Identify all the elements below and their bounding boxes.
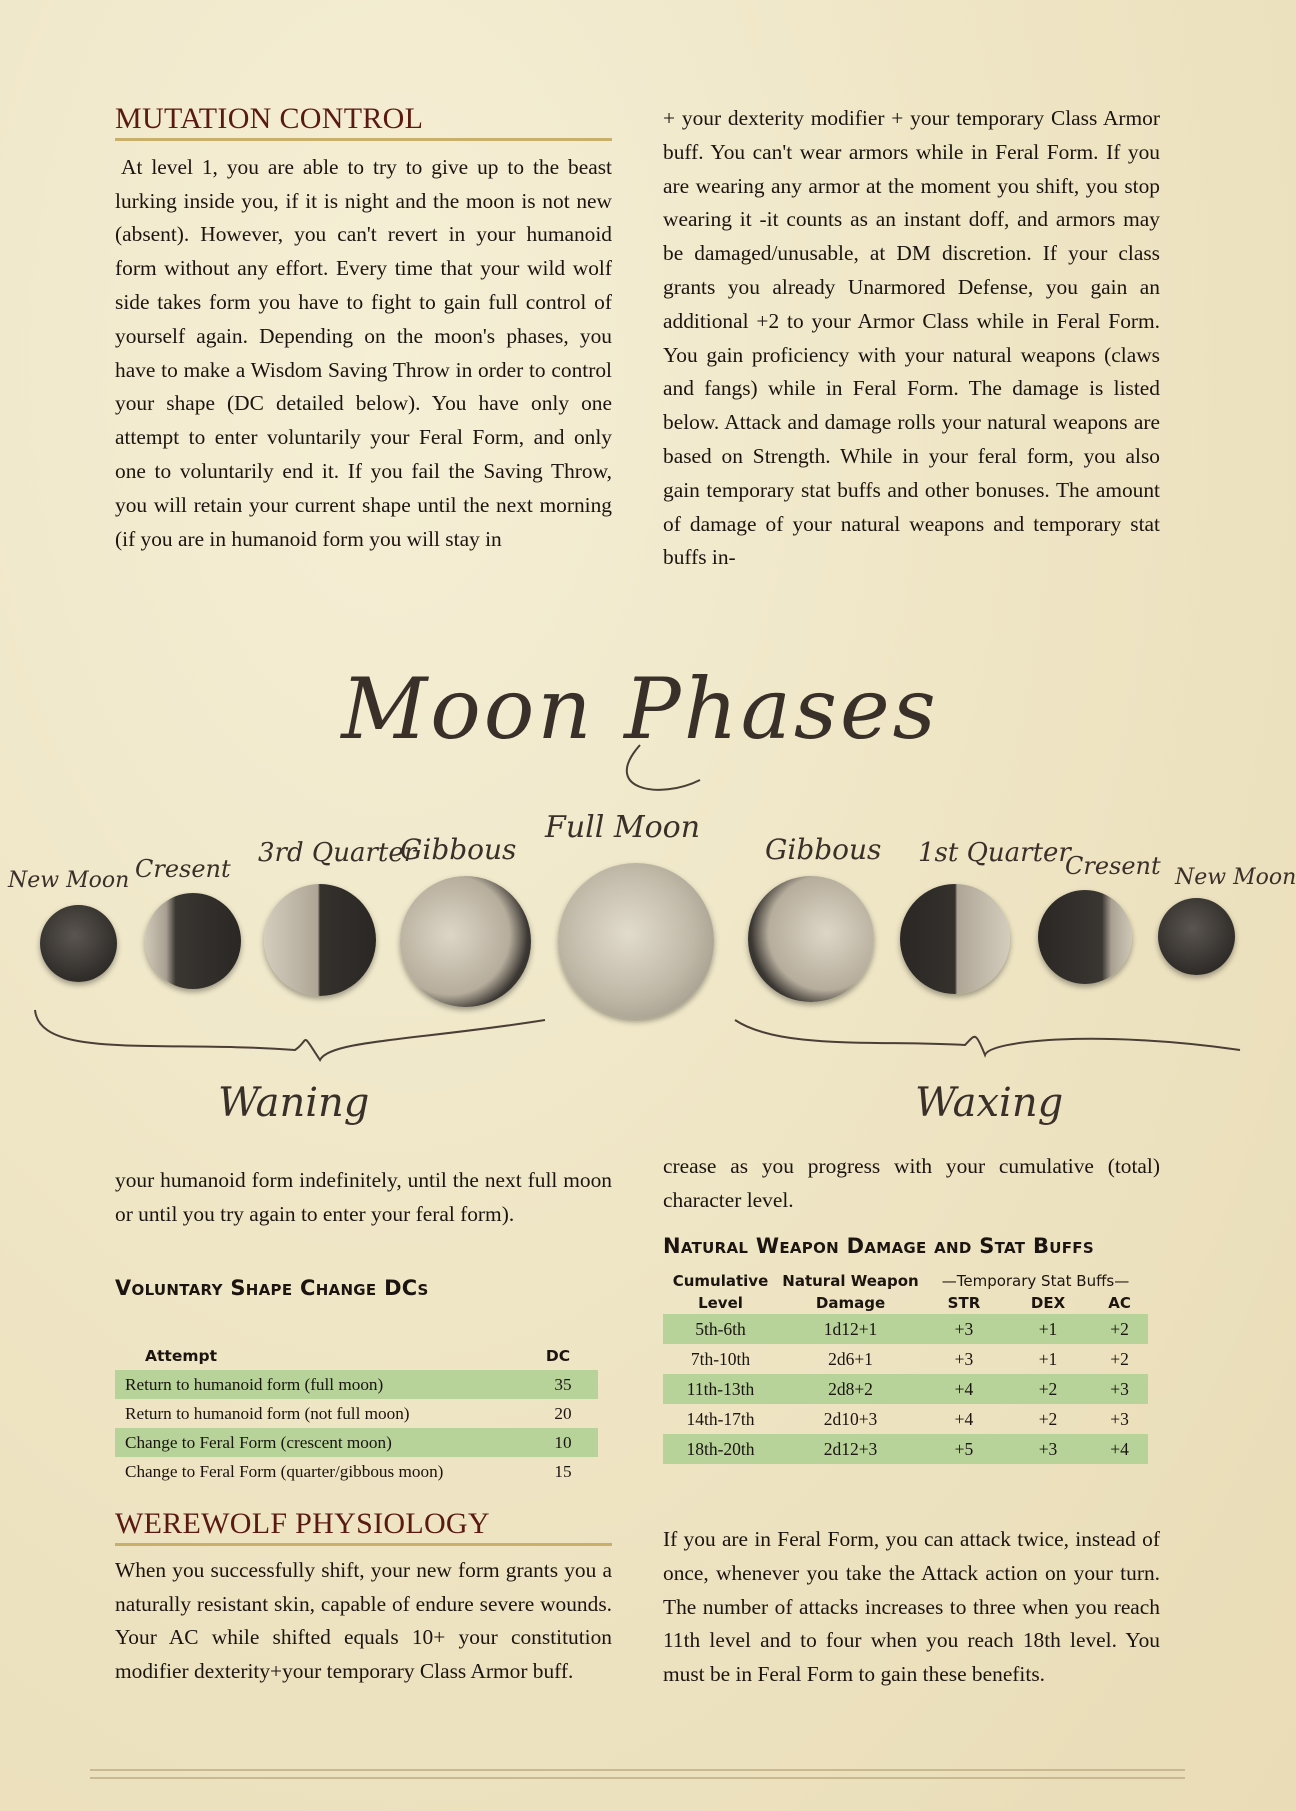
level-cell: 14th-17th [686,1408,755,1429]
header-temporary-stat-buffs: —Temporary Stat Buffs— [941,1272,1130,1290]
feral-form-text: + your dexterity modifier + your temporary Class Armor buff. You can't wear armors while in Feral Form. If you are wearing any armor at the moment you shift, you stop wearing it -it counts as an instant doff, and armors may be damaged/unusable, at DM discretion. If your class grants you already Unarmored Defense, you gain an additional +2 to your Armor Class while in Feral Form. You gain proficiency with your natural weapons (claws and fangs) while in Feral Form. The damage is listed below. Attack and damage rolls your natural weapons are based on Strength. While in your feral form, you also gain temporary stat buffs and other bonuses. The amount of damage of your natural weapons and temporary stat buffs in- [663,106,1160,570]
waxing-label: Waxing [915,1080,1064,1126]
moon-label-full-moon: Full Moon [545,810,701,845]
table-row [115,1399,598,1428]
header-ac: AC [1108,1294,1131,1312]
moon-label-1st-quarter: 1st Quarter [918,838,1071,868]
ac-cell: +2 [1110,1348,1129,1369]
crescent-moon-left-icon [145,893,241,989]
str-cell: +3 [954,1348,974,1369]
damage-cell: 1d12+1 [778,1314,923,1344]
table-row [115,1428,598,1457]
str-cell: +5 [923,1434,1005,1464]
new-moon-left-icon [40,905,117,982]
dc-header-dc: DC [545,1346,571,1365]
table-row [663,1404,1148,1434]
damage-table [663,1270,1148,1464]
ac-cell: +3 [1091,1374,1148,1404]
moon-label-cresent-left: Cresent [135,855,231,883]
third-quarter-moon-icon [264,884,376,996]
header-natural-weapon-damage: Natural Weapon Damage [782,1272,919,1312]
right-top-column [663,102,1160,575]
ac-cell: +4 [1091,1434,1148,1464]
dex-cell: +3 [1005,1434,1091,1464]
table-row [663,1344,1148,1374]
footer-rule [90,1769,1185,1779]
dc-attempt-cell: Return to humanoid form (not full moon) [125,1403,410,1423]
table-row [663,1434,1148,1464]
crescent-moon-right-icon [1038,890,1132,984]
damage-table-header-top [663,1270,1148,1292]
moon-label-cresent-right: Cresent [1065,852,1161,880]
level-cell: 5th-6th [663,1314,778,1344]
table-row [663,1314,1148,1344]
left-bottom-column [115,1164,612,1305]
dex-cell: +2 [1038,1408,1058,1429]
dex-cell: +1 [1005,1314,1091,1344]
ac-cell: +3 [1110,1408,1129,1429]
str-cell: +4 [954,1408,974,1429]
dc-attempt-cell: Change to Feral Form (crescent moon) [115,1428,528,1457]
dex-cell: +1 [1038,1348,1058,1369]
gibbous-moon-left-icon [400,876,531,1007]
cumulative-level-text: crease as you progress with your cumulative (total) character level. [663,1154,1160,1212]
dc-attempt-cell: Change to Feral Form (quarter/gibbous moon) [125,1461,444,1481]
gibbous-moon-right-icon [748,876,874,1002]
moon-phases-title: Moon Phases [341,660,939,758]
ac-cell: +2 [1091,1314,1148,1344]
dc-header-attempt: Attempt [145,1346,217,1365]
dc-table-header-row [115,1341,598,1370]
level-cell: 7th-10th [690,1348,751,1369]
header-str: STR [947,1294,981,1312]
moon-label-new-moon-left: New Moon [8,868,130,893]
damage-cell: 2d6+1 [828,1348,873,1369]
waning-label: Waning [218,1080,370,1126]
damage-cell: 2d10+3 [823,1408,878,1429]
str-cell: +4 [923,1374,1005,1404]
moon-label-3rd-quarter: 3rd Quarter [258,838,417,868]
physiology-block [115,1507,612,1689]
extra-attack-text: If you are in Feral Form, you can attack twice, instead of once, whenever you take the Attack action on your turn. The number of attacks increases to three when you reach 11th level and to four when you reach 18th level. You must be in Feral Form to gain these benefits. [663,1527,1160,1687]
header-dex: DEX [1030,1294,1066,1312]
extra-attack-block [663,1523,1160,1692]
table-row [115,1370,598,1399]
level-cell: 18th-20th [663,1434,778,1464]
moon-label-new-moon-right: New Moon [1175,865,1296,890]
dc-value-cell: 15 [554,1461,572,1481]
right-bottom-column [663,1150,1160,1263]
dc-table [115,1341,598,1486]
dc-attempt-cell: Return to humanoid form (full moon) [115,1370,528,1399]
left-top-column [115,102,612,556]
physiology-text: When you successfully shift, your new form grants you a naturally resistant skin, capable of endure severe wounds. Your AC while shifted equals 10+ your constitution modifier dexterity+your temporary Class Armor buff. [115,1557,612,1684]
damage-cell: 2d8+2 [778,1374,923,1404]
humanoid-form-text: your humanoid form indefinitely, until the next full moon or until you try again to enter your feral form). [115,1168,612,1226]
damage-cell: 2d12+3 [778,1434,923,1464]
str-cell: +3 [923,1314,1005,1344]
level-cell: 11th-13th [663,1374,778,1404]
dex-cell: +2 [1005,1374,1091,1404]
table-row [115,1457,598,1486]
new-moon-right-icon [1158,898,1235,975]
full-moon-icon [558,863,714,1019]
table-row [663,1374,1148,1404]
first-quarter-moon-icon [900,884,1010,994]
dc-value-cell: 20 [554,1403,572,1423]
moon-label-gibbous-left: Gibbous [400,833,517,866]
mutation-control-text: At level 1, you are able to try to give up to the beast lurking inside you, if it is night and the moon is not new (absent). However, you can't revert in your humanoid form without any effort. Every time that your wild wolf side takes form you have to fight to gain full control of yourself again. Depending on the moon's phases, you have to make a Wisdom Saving Throw in order to control your shape (DC detailed below). You have only one attempt to enter voluntarily your Feral Form, and only one to voluntarily end it. If you fail the Saving Throw, you will retain your current shape until the next morning (if you are in humanoid form you will stay in [115,154,612,551]
header-cumulative-level: Cumulative Level [672,1272,769,1312]
damage-table-heading: Natural Weapon Damage and Stat Buffs [663,1233,1094,1258]
section-heading-mutation-control: MUTATION CONTROL [115,102,612,141]
dc-table-heading: Voluntary Shape Change DCs [115,1275,429,1300]
dc-value-cell: 10 [528,1428,598,1457]
dc-value-cell: 35 [528,1370,598,1399]
moon-label-gibbous-right: Gibbous [765,833,882,866]
section-heading-werewolf-physiology: WEREWOLF PHYSIOLOGY [115,1507,612,1546]
